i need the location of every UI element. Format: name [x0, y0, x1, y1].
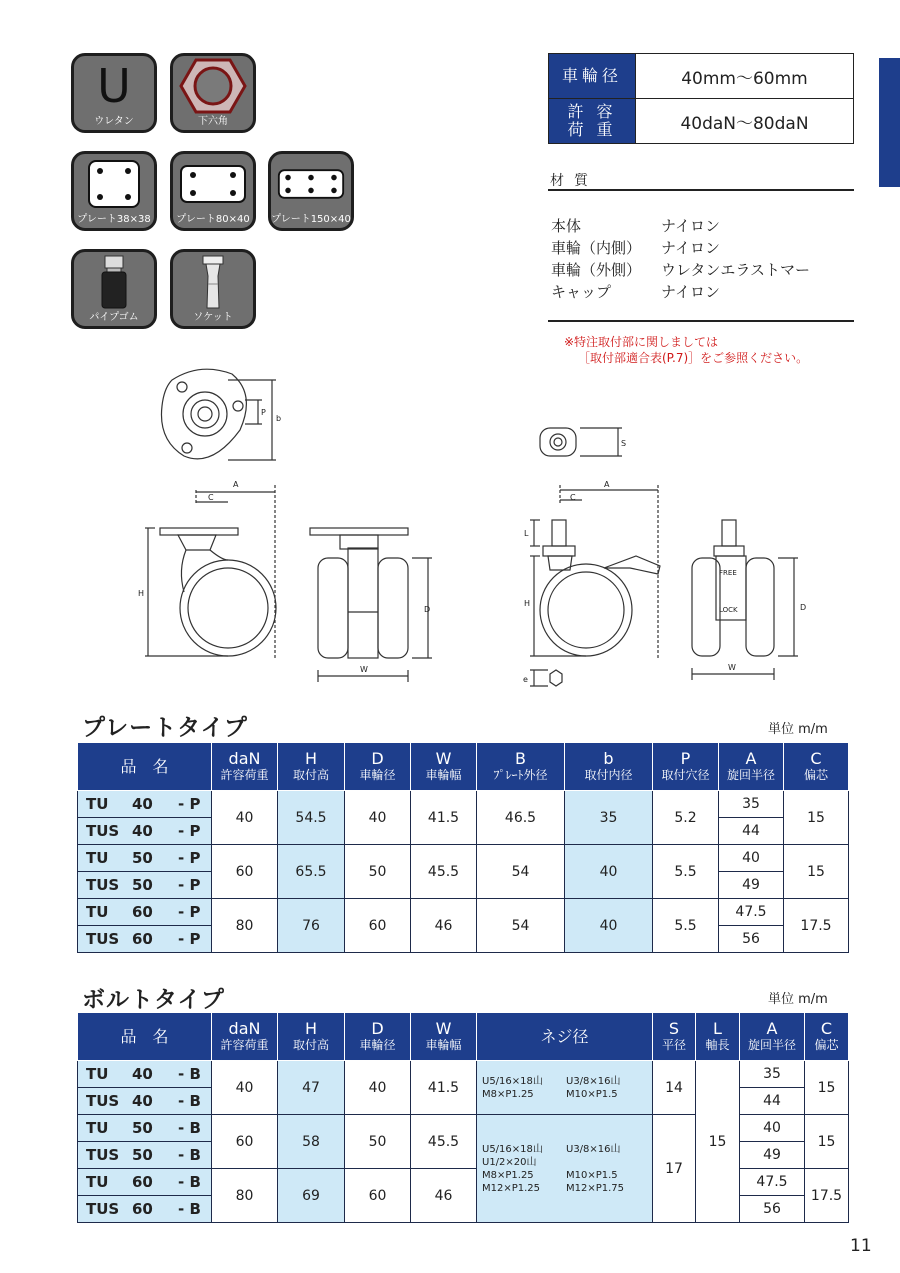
bolt-section-title: ボルトタイプ [82, 987, 225, 1013]
cell-A: 56 [719, 926, 784, 953]
cell-H: 54.5 [278, 791, 345, 845]
col-header-D: D 車輪径 [345, 743, 411, 791]
cell-dan: 80 [212, 899, 278, 953]
product-name: TUS 40 - B [78, 1088, 212, 1115]
icon-caption: ウレタン [94, 116, 134, 127]
icon-tile-urethane [71, 53, 157, 133]
col-header-A: A 旋回半径 [719, 743, 784, 791]
material-row [551, 215, 720, 236]
col-header-W: W 車輪幅 [411, 743, 477, 791]
col-header-L: L 軸長 [696, 1013, 740, 1061]
cell-W: 41.5 [411, 791, 477, 845]
socket-icon [198, 254, 228, 310]
product-name: TUS 50 - B [78, 1142, 212, 1169]
material-row [551, 281, 720, 302]
cell-dan: 80 [212, 1169, 278, 1223]
product-name: TU 40 - P [78, 791, 212, 818]
spec-label-load-line2: 荷 重 [567, 120, 617, 139]
material-key: 車輪（内側） [551, 239, 642, 257]
product-name: TUS 50 - P [78, 872, 212, 899]
product-name: TUS 60 - P [78, 926, 212, 953]
cell-D: 60 [345, 1169, 411, 1223]
cell-b: 35 [565, 791, 653, 845]
note-line2: ［取付部適合表(P.7)］をご参照ください。 [578, 351, 809, 365]
cell-dan: 40 [212, 791, 278, 845]
icon-caption: プレート150×40 [271, 214, 351, 225]
plate-top-view [161, 369, 246, 459]
col-header-H: H 取付高 [278, 743, 345, 791]
spec-value-load: 40daN～80daN [636, 99, 854, 144]
note-line1: ※特注取付部に関しましては [564, 335, 719, 349]
dim-label-S: S [621, 439, 627, 448]
cell-thread: U5/16×18山 U3/8×16山 U1/2×20山 M8×P1.25 M10×P1.5 M12×P1.25 M12×P1.75 [477, 1115, 653, 1223]
plate-table [77, 742, 849, 953]
icon-caption: プレート38×38 [77, 214, 151, 225]
dim-label-A: A [604, 480, 610, 489]
icon-caption: ソケット [193, 312, 233, 323]
product-name: TUS 60 - B [78, 1196, 212, 1223]
material-value: ナイロン [661, 239, 720, 257]
cell-W: 41.5 [411, 1061, 477, 1115]
icon-tile-plate38 [71, 151, 157, 231]
dim-label-C: C [208, 493, 214, 502]
spec-label-load [549, 99, 636, 144]
dim-label-H: H [524, 599, 531, 608]
icon-caption: パイプゴム [89, 312, 139, 323]
cell-A: 47.5 [740, 1169, 805, 1196]
product-name: TUS 40 - P [78, 818, 212, 845]
cell-C: 15 [784, 845, 849, 899]
cell-P: 5.2 [653, 791, 719, 845]
side-tab-marker [879, 58, 900, 187]
cell-L: 15 [696, 1061, 740, 1223]
material-key: キャップ [551, 283, 612, 301]
dim-label-H: H [138, 589, 145, 598]
product-name: TU 60 - B [78, 1169, 212, 1196]
bolt-unit: 単位 m/m [768, 992, 828, 1007]
col-header-name: 品 名 [78, 743, 212, 791]
dim-label-D: D [800, 603, 807, 612]
dim-label-P: P [261, 408, 266, 417]
cell-A: 44 [740, 1088, 805, 1115]
dim-label-C: C [570, 493, 576, 502]
icon-tile-plate150 [268, 151, 354, 231]
col-header-b: b 取付内径 [565, 743, 653, 791]
dim-label-A: A [233, 480, 239, 489]
cell-A: 40 [719, 845, 784, 872]
cell-S: 17 [653, 1115, 696, 1223]
cell-thread: U5/16×18山 U3/8×16山 M8×P1.25 M10×P1.5 [477, 1061, 653, 1115]
cell-D: 50 [345, 845, 411, 899]
cell-C: 15 [805, 1061, 849, 1115]
long-plate-icon [277, 167, 345, 201]
cell-H: 65.5 [278, 845, 345, 899]
cell-C: 17.5 [784, 899, 849, 953]
product-name: TU 40 - B [78, 1061, 212, 1088]
dim-label-D: D [424, 605, 431, 614]
col-header-dan: daN 許容荷重 [212, 1013, 278, 1061]
cell-A: 35 [740, 1061, 805, 1088]
product-name: TU 50 - B [78, 1115, 212, 1142]
material-value: ナイロン [661, 217, 720, 235]
col-header-H: H 取付高 [278, 1013, 345, 1061]
divider [548, 320, 854, 322]
col-header-dan: daN 許容荷重 [212, 743, 278, 791]
cell-H: 69 [278, 1169, 345, 1223]
icon-tile-socket [170, 249, 256, 329]
materials-title: 材質 [550, 173, 598, 189]
cell-D: 60 [345, 899, 411, 953]
material-key: 車輪（外側） [551, 261, 642, 279]
cell-C: 17.5 [805, 1169, 849, 1223]
dim-label-e: e [523, 675, 528, 684]
product-name: TU 60 - P [78, 899, 212, 926]
cell-C: 15 [784, 791, 849, 845]
cell-W: 46 [411, 899, 477, 953]
cell-D: 40 [345, 1061, 411, 1115]
cell-dan: 40 [212, 1061, 278, 1115]
material-key: 本体 [551, 217, 582, 235]
cell-A: 44 [719, 818, 784, 845]
cell-D: 40 [345, 791, 411, 845]
spec-label-load-line1: 許 容 [567, 102, 617, 121]
col-header-name: 品 名 [78, 1013, 212, 1061]
divider [548, 189, 854, 191]
pipe-rubber-icon [99, 254, 129, 310]
table-row [78, 791, 849, 818]
material-value: ナイロン [661, 283, 720, 301]
icon-caption: 下六角 [198, 116, 228, 127]
lock-label: LOCK [719, 606, 738, 614]
col-header-W: W 車輪幅 [411, 1013, 477, 1061]
cell-W: 45.5 [411, 845, 477, 899]
icon-tile-hexagon [170, 53, 256, 133]
caster-drawings [0, 360, 900, 700]
cell-P: 5.5 [653, 899, 719, 953]
col-header-D: D 車輪径 [345, 1013, 411, 1061]
material-row [551, 259, 810, 280]
col-header-P: P 取付穴径 [653, 743, 719, 791]
u-letter-icon: U [97, 59, 131, 113]
plate-unit: 単位 m/m [768, 722, 828, 737]
spec-value-wheel-dia: 40mm～60mm [636, 54, 854, 99]
table-row [78, 899, 849, 926]
cell-A: 47.5 [719, 899, 784, 926]
dim-label-b: b [276, 414, 282, 423]
cell-A: 49 [740, 1142, 805, 1169]
dim-label-L: L [524, 529, 529, 538]
square-plate-icon [87, 159, 141, 209]
spec-label-wheel-dia: 車輪径 [549, 54, 636, 99]
cell-W: 45.5 [411, 1115, 477, 1169]
hexagon-icon [179, 58, 247, 114]
cell-B: 46.5 [477, 791, 565, 845]
cell-b: 40 [565, 899, 653, 953]
cell-S: 14 [653, 1061, 696, 1115]
rect-plate-icon [179, 164, 247, 204]
col-header-C: C 偏芯 [805, 1013, 849, 1061]
cell-P: 5.5 [653, 845, 719, 899]
bolt-table [77, 1012, 849, 1223]
cell-B: 54 [477, 899, 565, 953]
table-row [78, 845, 849, 872]
spec-table [548, 53, 854, 144]
col-header-thread: ネジ径 [477, 1013, 653, 1061]
cell-b: 40 [565, 845, 653, 899]
material-row [551, 237, 720, 258]
product-name: TU 50 - P [78, 845, 212, 872]
cell-A: 40 [740, 1115, 805, 1142]
cell-D: 50 [345, 1115, 411, 1169]
cell-A: 35 [719, 791, 784, 818]
cell-H: 58 [278, 1115, 345, 1169]
icon-tile-pipe-rubber [71, 249, 157, 329]
page-number: 11 [850, 1236, 872, 1256]
free-label: FREE [719, 569, 737, 577]
cell-W: 46 [411, 1169, 477, 1223]
col-header-B: B ﾌﾟﾚｰﾄ外径 [477, 743, 565, 791]
cell-dan: 60 [212, 1115, 278, 1169]
cell-A: 56 [740, 1196, 805, 1223]
icon-tile-plate80 [170, 151, 256, 231]
table-row [78, 1061, 849, 1088]
cell-A: 49 [719, 872, 784, 899]
dim-label-W: W [728, 663, 736, 672]
material-value: ウレタンエラストマー [661, 261, 810, 279]
col-header-A: A 旋回半径 [740, 1013, 805, 1061]
cell-C: 15 [805, 1115, 849, 1169]
col-header-S: S 平径 [653, 1013, 696, 1061]
cell-B: 54 [477, 845, 565, 899]
plate-section-title: プレートタイプ [82, 715, 248, 741]
cell-dan: 60 [212, 845, 278, 899]
col-header-C: C 偏芯 [784, 743, 849, 791]
cell-H: 76 [278, 899, 345, 953]
icon-caption: プレート80×40 [176, 214, 250, 225]
cell-H: 47 [278, 1061, 345, 1115]
dim-label-W: W [360, 665, 368, 674]
